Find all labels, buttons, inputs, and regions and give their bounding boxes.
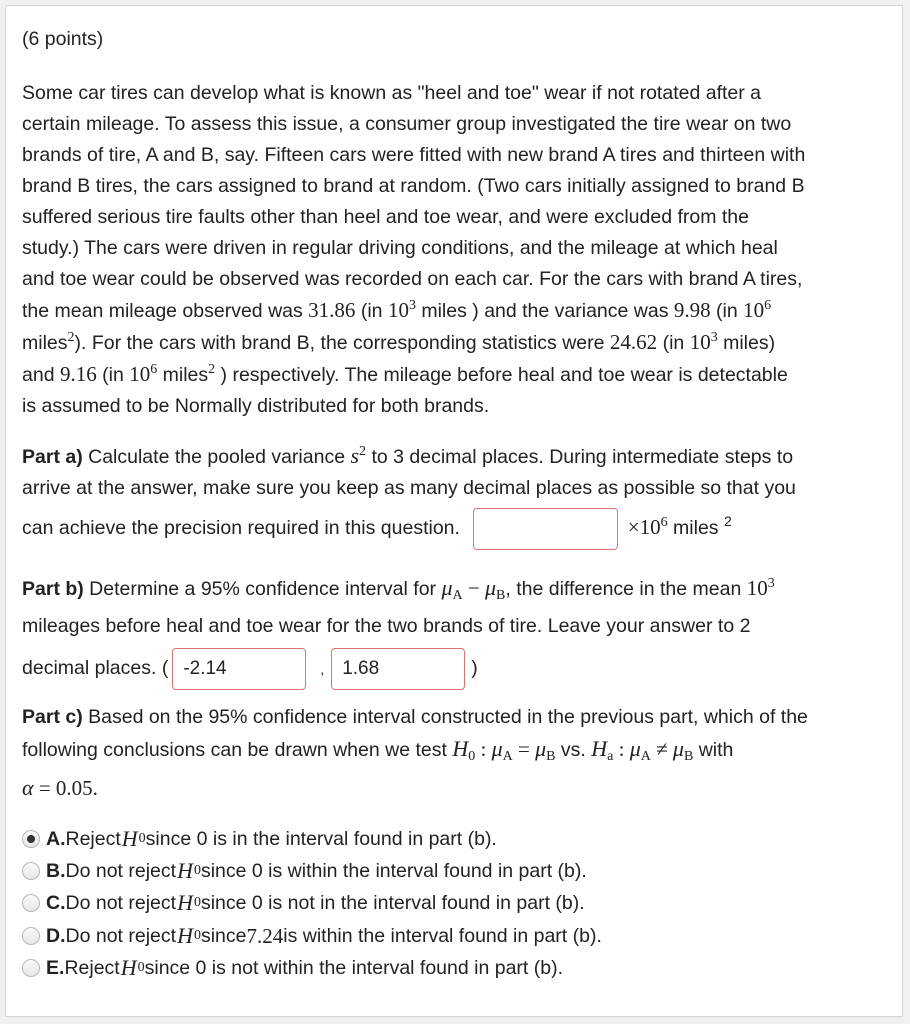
intro-paragraph	[22, 78, 888, 422]
intro-line: suffered serious tire faults other than heel and toe wear, and were excluded from the	[22, 206, 749, 228]
part-b-line: mileages before heal and toe wear for the two brands of tire. Leave your answer to 2	[22, 615, 751, 637]
pooled-variance-input[interactable]	[473, 508, 618, 550]
part-a-label: Part a)	[22, 446, 83, 468]
option-c[interactable]: C. Do not reject H 0 since 0 is not in the interval found in part (b).	[22, 887, 585, 919]
part-a-line: can achieve the precision required in this question. $\times 10^6$ miles $^2$	[22, 508, 888, 550]
ci-lower-input[interactable]: -2.14	[172, 648, 306, 690]
part-b-label: Part b)	[22, 578, 84, 600]
option-key: D.	[46, 925, 66, 947]
intro-line: and 9.16 (in $10^6$ miles$^2$ ) respectively. The mileage before heal and toe wear is detectable	[22, 362, 788, 386]
radio-button[interactable]	[22, 959, 40, 977]
radio-button[interactable]	[22, 862, 40, 880]
part-a-line: Part a) Calculate the pooled variance $s^2$ to 3 decimal places. During intermediate steps to	[22, 443, 794, 468]
intro-line: brand B tires, the cars assigned to brand at random. (Two cars initially assigned to brand B	[22, 175, 805, 197]
points-label: (6 points)	[22, 28, 104, 50]
question-card	[5, 5, 903, 1017]
part-c-line: Part c) Based on the 95% confidence interval constructed in the previous part, which of the	[22, 706, 808, 728]
intro-line: the mean mileage observed was 31.86 (in $10^3$ miles ) and the variance was 9.98 (in $10^6$	[22, 298, 772, 322]
option-e[interactable]: E. Reject H 0 since 0 is not within the interval found in part (b).	[22, 952, 563, 984]
option-key: E.	[46, 957, 65, 979]
intro-line: study.) The cars were driven in regular driving conditions, and the mileage at which heal	[22, 237, 778, 259]
part-c	[22, 702, 888, 805]
part-b	[22, 572, 888, 690]
option-a[interactable]: A. Reject H 0 since 0 is in the interval found in part (b).	[22, 823, 497, 855]
radio-button-selected[interactable]	[22, 830, 40, 848]
part-a-line: arrive at the answer, make sure you keep as many decimal places as possible so that you	[22, 477, 796, 499]
option-key: B.	[46, 860, 66, 882]
part-a	[22, 440, 888, 550]
option-key: A.	[46, 828, 66, 850]
option-key: C.	[46, 892, 66, 914]
option-d[interactable]: D. Do not reject H 0 since 7.24 is within the interval found in part (b).	[22, 920, 602, 952]
intro-line: Some car tires can develop what is known as "heel and toe" wear if not rotated after a	[22, 82, 762, 104]
intro-line: miles$^2$). For the cars with brand B, the corresponding statistics were 24.62 (in $10^3$ miles)	[22, 330, 776, 354]
part-c-line: following conclusions can be drawn when we test $H_0$ : $\mu_A = \mu_B$ vs. $H_a$ : $\mu_A \ne \mu_B$ with	[22, 736, 734, 764]
intro-line: and toe wear could be observed was recorded on each car. For the cars with brand A tires,	[22, 268, 803, 290]
intro-line: is assumed to be Normally distributed for both brands.	[22, 395, 490, 417]
part-b-line: decimal places. ( -2.14 , 1.68 )	[22, 648, 888, 690]
ci-upper-input[interactable]: 1.68	[331, 648, 465, 690]
radio-button[interactable]	[22, 894, 40, 912]
part-b-line: Part b) Determine a 95% confidence interval for $\mu_A - \mu_B$, the difference in the mean $10^3$	[22, 575, 775, 603]
part-c-label: Part c)	[22, 706, 83, 728]
part-c-line: α = 0.05.	[22, 775, 98, 800]
option-b[interactable]: B. Do not reject H 0 since 0 is within the interval found in part (b).	[22, 855, 587, 887]
intro-line: certain mileage. To assess this issue, a consumer group investigated the tire wear on two	[22, 113, 792, 135]
intro-line: brands of tire, A and B, say. Fifteen cars were fitted with new brand A tires and thirteen with	[22, 144, 806, 166]
radio-button[interactable]	[22, 927, 40, 945]
